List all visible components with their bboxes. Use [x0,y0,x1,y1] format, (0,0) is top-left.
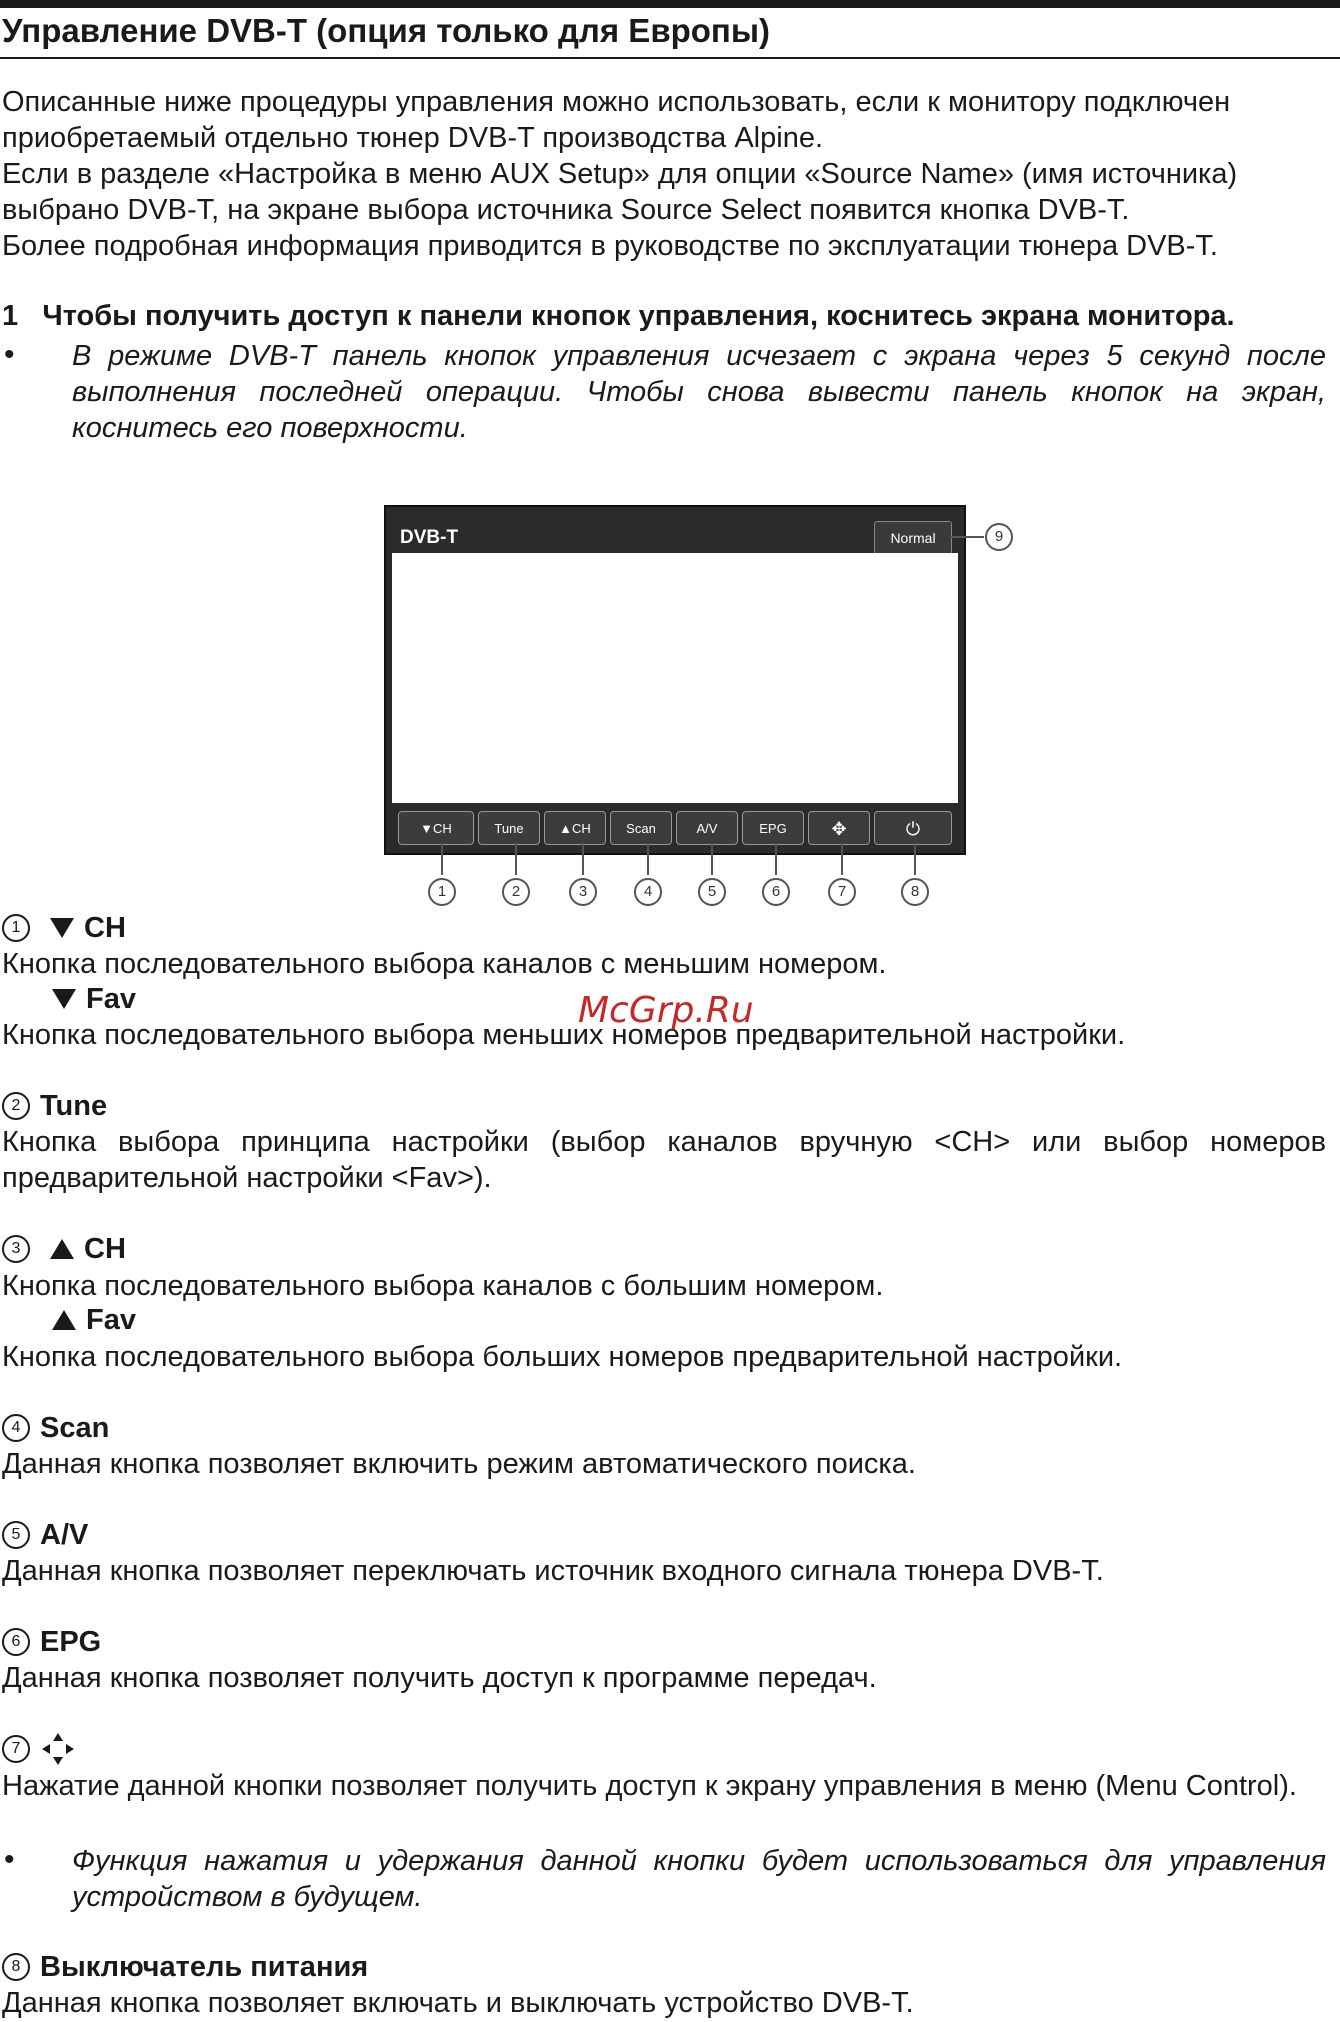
callout-6: 6 [762,878,790,906]
section-2-text: Кнопка выбора принципа настройки (выбор каналов вручную <CH> или выбор номеров предварительной настройки <Fav>). [2,1126,1326,1194]
bullet-icon: • [4,338,15,371]
callout-1: 1 [428,878,456,906]
section-7-text: Нажатие данной кнопки позволяет получить доступ к экрану управления в меню (Menu Control). [2,1770,1297,1802]
section-1-heading [2,910,126,946]
section-3-text: Кнопка последовательного выбора каналов с большим номером. [2,1270,884,1302]
screen-title: DVB-T [400,527,459,548]
scan-button[interactable]: Scan [610,811,672,845]
dvbt-screen-figure [384,505,966,855]
section-7-heading [2,1731,76,1767]
section-1-text: Кнопка последовательного выбора каналов с меньшим номером. [2,948,887,980]
section-6-heading [2,1624,101,1660]
callout-7: 7 [828,878,856,906]
watermark: McGrp.Ru [578,990,754,1031]
section-title: CH [84,1233,126,1265]
callout-9: 9 [985,523,1013,551]
leader-line [582,843,584,875]
ch-down-button[interactable]: ▼CH [398,811,474,845]
triangle-down-icon [50,918,74,938]
epg-button[interactable]: EPG [742,811,804,845]
section-number: 2 [2,1092,30,1120]
section-1-sub-heading [52,981,136,1017]
section-number: 3 [2,1235,30,1263]
section-4-heading [2,1410,109,1446]
section-title: Tune [40,1090,108,1122]
callout-5: 5 [698,878,726,906]
section-8-heading [2,1949,368,1985]
section-number: 8 [2,1953,30,1981]
section-3-heading [2,1231,126,1267]
section-subtitle: Fav [86,983,136,1015]
callout-8: 8 [901,878,929,906]
section-3-sub-heading [52,1302,136,1338]
step-text: Чтобы получить доступ к панели кнопок управления, коснитесь экрана монитора. [42,300,1235,332]
title-rule [0,57,1340,59]
step-1-note: В режиме DVB-T панель кнопок управления исчезает с экрана через 5 секунд после выполнения последней операции. Чтобы снова вывести панель кнопок на экран, коснитесь его поверхности. [72,340,1326,444]
section-5-text: Данная кнопка позволяет переключать источник входного сигнала тюнера DVB-T. [2,1555,1104,1587]
tune-button[interactable]: Tune [478,811,540,845]
section-3-sub-text: Кнопка последовательного выбора больших номеров предварительной настройки. [2,1341,1123,1373]
leader-line [441,843,443,875]
section-number: 7 [2,1735,30,1763]
leader-line [775,843,777,875]
av-button[interactable]: A/V [676,811,738,845]
section-number: 5 [2,1521,30,1549]
section-number: 1 [2,914,30,942]
section-title: A/V [40,1519,89,1551]
leader-line [914,843,916,875]
top-rule [0,0,1340,8]
leader-line [647,843,649,875]
step-number: 1 [2,300,19,332]
monitor-frame [384,505,966,855]
section-title: EPG [40,1626,102,1658]
four-way-arrows-icon [40,1731,76,1767]
section-number: 6 [2,1628,30,1656]
section-1-sub-text: Кнопка последовательного выбора меньших номеров предварительной настройки. [2,1019,1126,1051]
normal-button[interactable]: Normal [874,521,952,555]
callout-4: 4 [634,878,662,906]
leader-line [711,843,713,875]
leader-line [515,843,517,875]
section-subtitle: Fav [86,1304,136,1336]
callout-3: 3 [569,878,597,906]
step-1 [2,298,1235,334]
page-title: Управление DVB-T (опция только для Европы) [2,12,771,49]
section-title: Выключатель питания [40,1951,369,1983]
intro-paragraph-3: Более подробная информация приводится в руководстве по эксплуатации тюнера DVB-T. [2,230,1218,262]
section-number: 4 [2,1414,30,1442]
video-area [392,553,958,803]
triangle-up-icon [52,1310,76,1330]
section-title: Scan [40,1412,110,1444]
section-6-text: Данная кнопка позволяет получить доступ к программе передач. [2,1662,877,1694]
section-5-heading [2,1517,88,1553]
triangle-up-icon [50,1239,74,1259]
bullet-icon: • [4,1843,15,1876]
leader-line [841,843,843,875]
section-7-note: Функция нажатия и удержания данной кнопки будет использоваться для управления устройством в будущем. [72,1845,1326,1913]
leader-line [950,536,984,538]
section-title: CH [84,912,126,944]
section-8-text: Данная кнопка позволяет включать и выключать устройство DVB-T. [2,1987,914,2019]
callout-2: 2 [502,878,530,906]
intro-paragraph-2: Если в разделе «Настройка в меню AUX Setup» для опции «Source Name» (имя источника) выбрано DVB-T, на экране выбора источника Source Select появится кнопка DVB-T. [2,158,1238,226]
intro-paragraph-1: Описанные ниже процедуры управления можно использовать, если к монитору подключен приобретаемый отдельно тюнер DVB-T производства Alpine. [2,86,1231,154]
section-4-text: Данная кнопка позволяет включить режим автоматического поиска. [2,1448,916,1480]
ch-up-button[interactable]: ▲CH [544,811,606,845]
power-button[interactable]: ⏻ [874,811,952,845]
menu-control-button[interactable]: ✥ [808,811,870,845]
triangle-down-icon [52,989,76,1009]
section-2-heading [2,1088,107,1124]
